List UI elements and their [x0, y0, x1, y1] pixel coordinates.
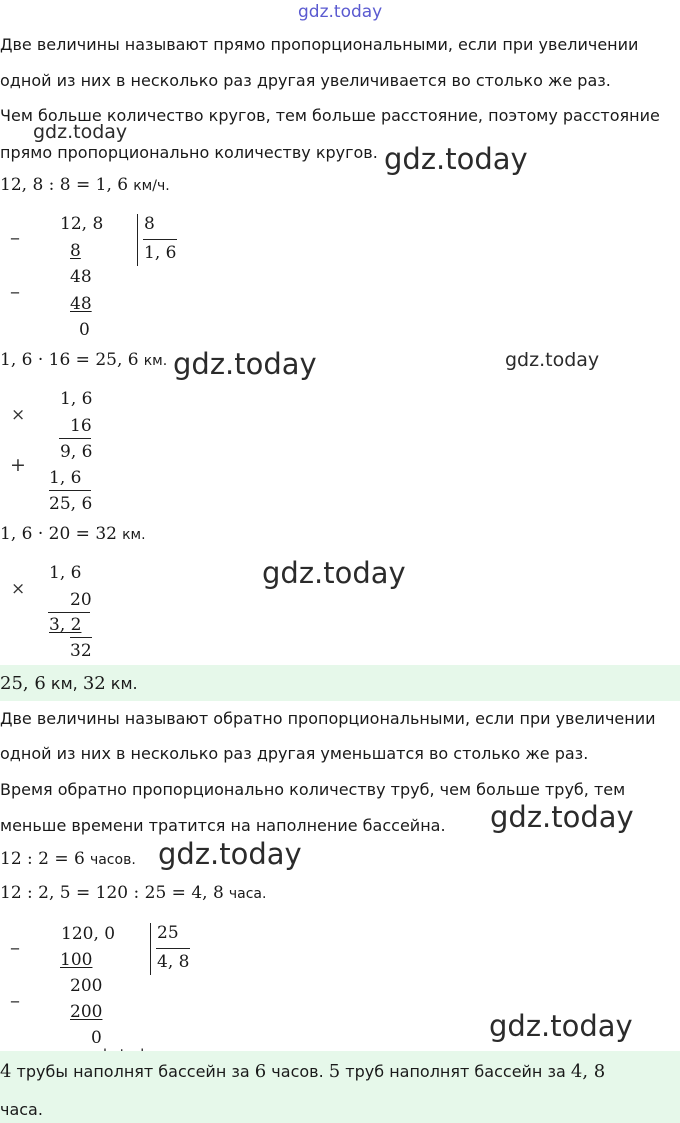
- subtrahend: 200: [70, 1002, 103, 1022]
- dividend: 120, 0: [61, 924, 116, 944]
- answer-box: [0, 665, 680, 701]
- subtrahend: 48: [70, 294, 92, 314]
- product: 32: [70, 641, 92, 661]
- watermark-top: gdz.today: [298, 2, 383, 22]
- partial-product: 1, 6: [49, 468, 82, 488]
- distance-20-expression: 1, 6 · 20 = 32: [0, 524, 117, 544]
- watermark: gdz.today: [490, 800, 634, 834]
- watermark: gdz.today: [384, 142, 528, 176]
- answer-value: 25, 6: [0, 673, 46, 694]
- answer-unit: км.: [105, 674, 138, 693]
- answer-number: 4, 8: [570, 1061, 606, 1082]
- time-2-5-calculation: [0, 883, 266, 903]
- answer-unit: км,: [45, 674, 83, 693]
- watermark: gdz.today: [33, 121, 128, 143]
- speed-expression: 12, 8 : 8 = 1, 6: [0, 175, 129, 195]
- time-2-unit: часов.: [89, 852, 136, 868]
- multiplicand: 1, 6: [49, 563, 82, 583]
- reasoning-line2: меньше времени тратится на наполнение бассейна.: [0, 816, 446, 835]
- distance-20-calculation: [0, 524, 146, 544]
- final-remainder: 0: [79, 320, 90, 340]
- product: 25, 6: [49, 494, 93, 514]
- distance-16-unit: км.: [143, 353, 168, 369]
- remainder: 200: [70, 976, 103, 996]
- watermark: gdz.today: [158, 837, 302, 871]
- times-sign: ×: [11, 579, 26, 599]
- reasoning-line1: Время обратно пропорционально количеству труб, чем больше труб, тем: [0, 780, 626, 799]
- answer-text: [0, 673, 138, 694]
- speed-calculation: [0, 175, 170, 195]
- quotient: 1, 6: [144, 243, 177, 263]
- minus-sign: –: [10, 279, 20, 303]
- multiplier: 20: [70, 590, 92, 610]
- definition-inverse-line2: одной из них в несколько раз другая уменьшатся во столько же раз.: [0, 744, 589, 763]
- answer-text-line1: [0, 1061, 605, 1082]
- answer-text: часов.: [266, 1062, 329, 1081]
- distance-16-calculation: [0, 350, 167, 370]
- multiplicand: 1, 6: [60, 389, 93, 409]
- watermark: gdz.today: [262, 556, 406, 590]
- plus-sign: +: [10, 454, 26, 476]
- subtrahend: 8: [70, 241, 81, 261]
- multiplier: 16: [70, 416, 92, 436]
- watermark: gdz.today: [489, 1009, 633, 1043]
- time-2-5-unit: часа.: [228, 886, 267, 902]
- answer-number: 5: [328, 1061, 341, 1082]
- divisor: 8: [144, 214, 155, 234]
- speed-unit: км/ч.: [133, 178, 170, 194]
- remainder: 48: [70, 267, 92, 287]
- distance-20-unit: км.: [122, 527, 146, 543]
- answer-text-line2: часа.: [0, 1100, 43, 1119]
- reasoning-line2: прямо пропорционально количеству кругов.: [0, 143, 378, 162]
- definition-direct-line2: одной из них в несколько раз другая увеличивается во столько же раз.: [0, 71, 611, 90]
- quotient: 4, 8: [157, 952, 190, 972]
- subtrahend: 100: [60, 950, 93, 970]
- answer-value: 32: [82, 673, 106, 694]
- divisor: 25: [157, 923, 179, 943]
- minus-sign: –: [10, 935, 20, 959]
- time-2-expression: 12 : 2 = 6: [0, 849, 85, 869]
- reasoning-line1: Чем больше количество кругов, тем больше расстояние, поэтому расстояние: [0, 106, 660, 125]
- time-2-pipes-calculation: [0, 849, 136, 869]
- final-remainder: 0: [91, 1028, 102, 1048]
- times-sign: ×: [11, 405, 26, 425]
- watermark: gdz.today: [173, 347, 317, 381]
- watermark: gdz.today: [505, 349, 600, 371]
- minus-sign: –: [10, 988, 20, 1012]
- answer-number: 6: [254, 1061, 267, 1082]
- distance-16-expression: 1, 6 · 16 = 25, 6: [0, 350, 139, 370]
- answer-text: трубы наполнят бассейн за: [11, 1062, 255, 1081]
- definition-inverse-line1: Две величины называют обратно пропорциональными, если при увеличении: [0, 709, 656, 728]
- dividend: 12, 8: [60, 214, 104, 234]
- partial-product: 9, 6: [60, 442, 93, 462]
- time-2-5-expression: 12 : 2, 5 = 120 : 25 = 4, 8: [0, 883, 224, 903]
- answer-box: [0, 1051, 680, 1123]
- answer-number: 4: [0, 1061, 12, 1082]
- minus-sign: –: [10, 225, 20, 249]
- definition-direct-line1: Две величины называют прямо пропорциональными, если при увеличении: [0, 35, 639, 54]
- partial-product: 3, 2: [49, 615, 82, 635]
- answer-text: труб наполнят бассейн за: [340, 1062, 571, 1081]
